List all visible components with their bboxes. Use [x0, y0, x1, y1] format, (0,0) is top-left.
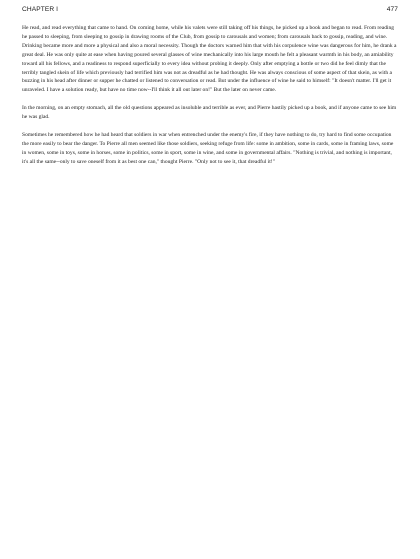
- paragraph: In the morning, on an empty stomach, all the old questions appeared as insoluble and terrible as ever, and Pierre hastily picked up a book, and if anyone came to see him he was glad.: [22, 105, 397, 121]
- body-text: [22, 24, 398, 175]
- running-header: [22, 6, 398, 16]
- paragraph: He read, and read everything that came to hand. On coming home, while his valets were still taking off his things, he picked up a book and began to read. From reading he passed to sleeping, from sleeping to gossip in drawing rooms of the Club, from gossip to carousals and women; from carousals back to gossip, reading, and wine. Drinking became more and more a physical and also a moral necessity. Though the doctors warned him that with his corpulence wine was dangerous for him, he drank a great deal. He was only quite at ease when having poured several glasses of wine mechanically into his large mouth he felt a pleasant warmth in his body, an amiability toward all his fellows, and a readiness to respond superficially to every idea without probing it deeply. Only after emptying a bottle or two did he feel dimly that the terribly tangled skein of life which previously had terrified him was not as dreadful as he had thought. He was always conscious of some aspect of that skein, as with a buzzing in his head after dinner or supper he chatted or listened to conversation or read. But under the influence of wine he said to himself: "It doesn't matter. I'll get it unraveled. I have a solution ready, but have no time now--I'll think it all out later on!" But the later on never came.: [22, 25, 397, 94]
- paragraph: Sometimes he remembered how he had heard that soldiers in war when entrenched under the enemy's fire, if they have nothing to do, try hard to find some occupation the more easily to bear the danger. To Pierre all men seemed like those soldiers, seeking refuge from life: some in ambition, some in cards, some in framing laws, some in women, some in toys, some in horses, some in politics, some in sport, some in wine, and some in governmental affairs. "Nothing is trivial, and nothing is important, it's all the same--only to save oneself from it as best one can," thought Pierre. "Only not to see it, that dreadful it!": [22, 131, 394, 165]
- chapter-heading: CHAPTER I: [22, 6, 59, 13]
- page-number: 477: [386, 6, 398, 13]
